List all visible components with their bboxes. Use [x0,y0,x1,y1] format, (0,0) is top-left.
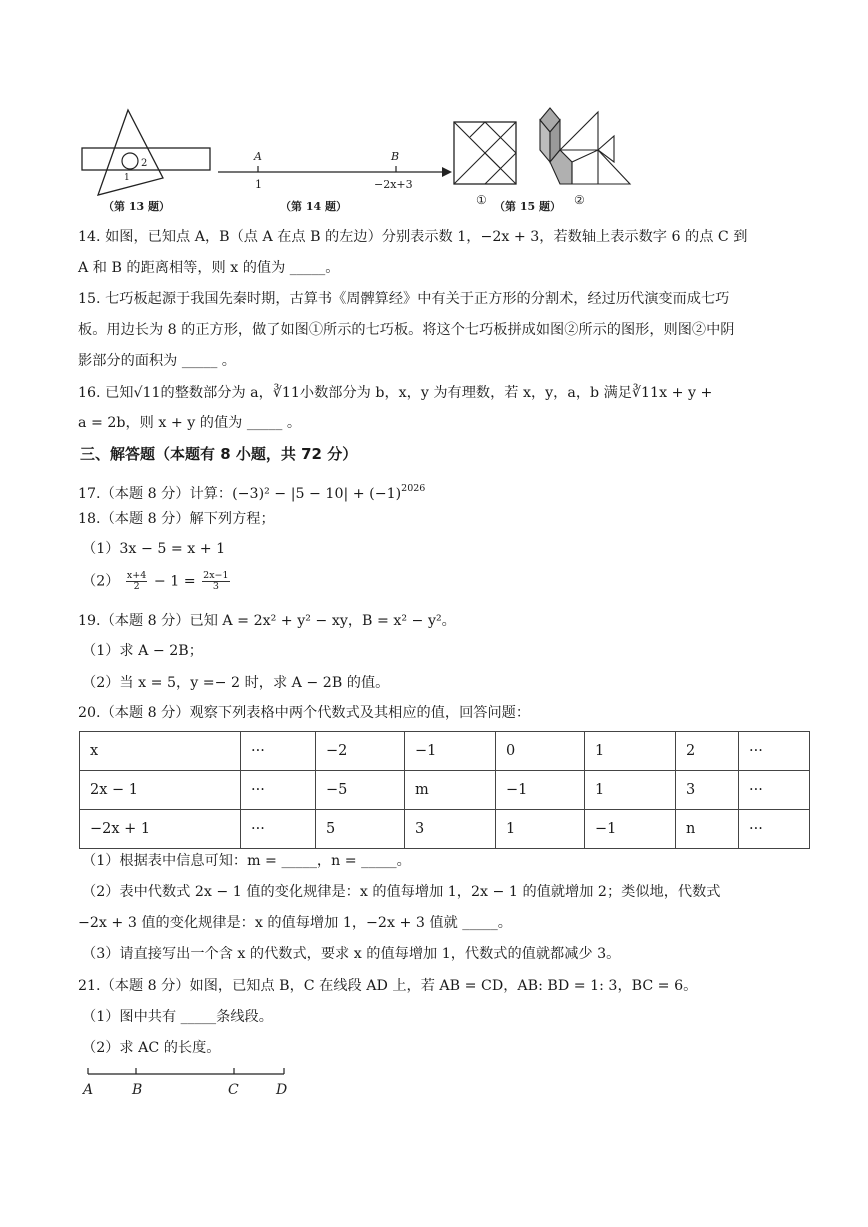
fig13-caption: （第 13 题） [103,200,170,213]
q17-expression: (−3)² − |5 − 10| + (−1) [232,486,402,502]
fig13-angle-mark: 2 [141,158,148,169]
table-cell: 2 [676,732,739,771]
q17-prefix: 17.（本题 8 分）计算： [78,486,233,502]
q18-stem: 18.（本题 8 分）解下列方程； [78,511,275,527]
fig14-value-b: −2x+3 [374,178,413,191]
q18-part2-label: （2） [82,573,120,590]
table-cell: 5 [316,810,405,849]
q15-line2: 板。用边长为 8 的正方形，做了如图①所示的七巧板。将这个七巧板拼成如图②所示的图形，则图②中阴 [78,322,735,338]
q20-part2-line1: （2）表中代数式 2x − 1 值的变化规律是：x 的值每增加 1，2x − 1 的值就增加 2；类似地，代数式 [82,884,721,900]
fig15-mark-1: ① [476,193,487,207]
q21-point-b: B [132,1082,143,1098]
table-cell: 1 [585,771,676,810]
q16-line2: a = 2b，则 x + y 的值为 _____ 。 [78,415,302,431]
fig14-point-a: A [254,150,262,163]
table-cell: −1 [405,732,496,771]
q21-point-d: D [276,1082,288,1098]
fig13-angle-mark-1: 1 [124,173,130,183]
q20-stem: 20.（本题 8 分）观察下列表格中两个代数式及其相应的值，回答问题： [78,705,531,721]
q20-part1: （1）根据表中信息可知：m = _____，n = _____。 [82,853,411,869]
table-row [80,771,810,810]
table-cell: 1 [496,810,585,849]
q21-stem: 21.（本题 8 分）如图，已知点 B，C 在线段 AD 上，若 AB = CD，AB: BD = 1: 3，BC = 6。 [78,978,698,994]
fig14-value-a: 1 [255,178,262,191]
table-cell: n [676,810,739,849]
table-cell: 3 [676,771,739,810]
table-cell: −5 [316,771,405,810]
q18-fraction-right [202,571,229,592]
fig14-number-line [218,150,452,191]
table-cell: ··· [241,771,316,810]
q14-line1: 14. 如图，已知点 A，B（点 A 在点 B 的左边）分别表示数 1，−2x + 3，若数轴上表示数字 6 的点 C 到 [78,229,748,245]
fig15-tangram-square [454,122,516,207]
q21-segment-diagram [80,1062,300,1102]
table-cell: −2x + 1 [80,810,241,849]
q18-part1: （1）3x − 5 = x + 1 [82,541,226,557]
q21-part1: （1）图中共有 _____条线段。 [82,1009,273,1025]
table-row [80,732,810,771]
table-cell: m [405,771,496,810]
q20-part3: （3）请直接写出一个含 x 的代数式，要求 x 的值每增加 1，代数式的值就都减少 3。 [82,946,621,962]
table-cell: 1 [585,732,676,771]
q20-table [79,731,810,849]
q21-part2: （2）求 AC 的长度。 [82,1040,221,1056]
q14-line2: A 和 B 的距离相等，则 x 的值为 _____。 [78,260,340,276]
q21-point-c: C [228,1082,239,1098]
fig15-tangram-figure [540,108,630,207]
q17-line [78,479,425,504]
fig14-point-b: B [391,150,400,163]
table-cell: −1 [585,810,676,849]
table-cell: ··· [241,732,316,771]
table-cell: −2 [316,732,405,771]
q18-part2 [82,571,232,592]
fig14-caption: （第 14 题） [280,200,347,213]
fig13-diagram [82,110,210,195]
q21-point-a: A [83,1082,94,1098]
table-cell: ··· [241,810,316,849]
table-cell: x [80,732,241,771]
table-cell: ··· [739,732,810,771]
table-cell: 3 [405,810,496,849]
q16-line1: 16. 已知√11的整数部分为 a，∛11小数部分为 b，x，y 为有理数，若 x，y，a，b 满足∛11x + y + [78,385,713,401]
q19-part1: （1）求 A − 2B； [82,643,203,659]
q18-part2-middle: − 1 = [153,573,196,590]
q19-part2: （2）当 x = 5，y =− 2 时，求 A − 2B 的值。 [82,675,390,691]
q18-fraction-left-denominator: 2 [133,581,140,592]
q19-stem: 19.（本题 8 分）已知 A = 2x² + y² − xy，B = x² − y²。 [78,613,456,629]
table-cell: −1 [496,771,585,810]
table-cell: ··· [739,810,810,849]
q15-line1: 15. 七巧板起源于我国先秦时期，古算书《周髀算经》中有关于正方形的分割术，经过历代演变而成七巧 [78,291,730,307]
q18-fraction-left-numerator: x+4 [126,570,147,581]
q17-exponent: 2026 [401,483,426,494]
q20-part2-line2: −2x + 3 值的变化规律是：x 的值每增加 1，−2x + 3 值就 _____。 [78,915,512,931]
q18-fraction-left [126,571,147,592]
table-cell: 0 [496,732,585,771]
section-heading: 三、解答题（本题有 8 小题，共 72 分） [80,445,358,463]
fig15-mark-2: ② [574,193,585,207]
q15-line3: 影部分的面积为 _____ 。 [78,353,236,369]
table-cell: 2x − 1 [80,771,241,810]
table-row [80,810,810,849]
q18-fraction-right-numerator: 2x−1 [203,570,229,581]
q18-fraction-right-denominator: 3 [212,581,219,592]
table-cell: ··· [739,771,810,810]
fig15-caption: （第 15 题） [494,200,561,213]
